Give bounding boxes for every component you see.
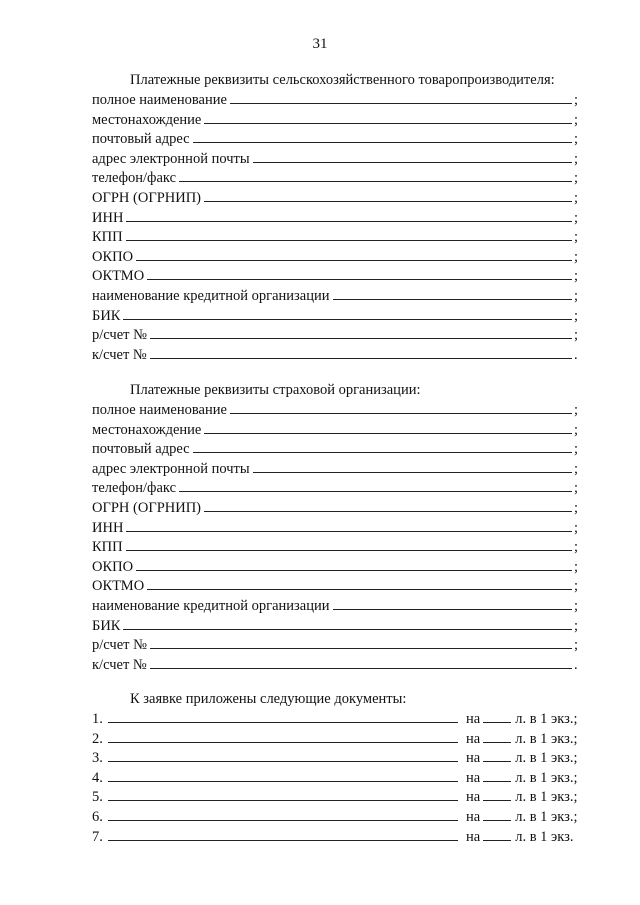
attachment-title-input-line[interactable] xyxy=(108,807,458,821)
producer-field-label: телефон/факс xyxy=(92,170,177,187)
attachment-row xyxy=(92,729,582,749)
producer-field-row xyxy=(92,208,582,228)
insurer-field-input-line[interactable] xyxy=(150,655,572,669)
field-end-punctuation: . xyxy=(574,346,578,363)
producer-requisites-heading: Платежные реквизиты сельскохозяйственного товаропроизводителя: xyxy=(130,72,555,88)
field-end-punctuation: ; xyxy=(574,402,579,418)
field-end-punctuation: ; xyxy=(574,131,579,148)
producer-field-label: ОГРН (ОГРНИП) xyxy=(92,189,202,206)
field-end-punctuation: ; xyxy=(574,189,579,206)
producer-field-row xyxy=(92,129,582,149)
insurer-field-input-line[interactable] xyxy=(147,576,572,590)
producer-field-input-line[interactable] xyxy=(126,227,572,241)
attachment-copies-label: л. в 1 экз.; xyxy=(515,730,578,747)
producer-field-input-line[interactable] xyxy=(126,208,572,222)
field-end-punctuation: ; xyxy=(574,287,579,304)
field-end-punctuation: ; xyxy=(574,539,579,556)
field-end-punctuation: . xyxy=(574,656,578,673)
attachment-pages-input-line[interactable] xyxy=(483,787,511,801)
producer-field-input-line[interactable] xyxy=(150,345,572,359)
producer-field-label: ОКПО xyxy=(92,248,134,265)
attachment-number: 6. xyxy=(92,808,103,825)
producer-field-input-line[interactable] xyxy=(147,266,572,280)
attachment-pages-input-line[interactable] xyxy=(483,709,511,723)
producer-field-row xyxy=(92,90,582,110)
producer-field-input-line[interactable] xyxy=(204,110,572,124)
field-end-punctuation: ; xyxy=(574,421,579,438)
insurer-field-input-line[interactable] xyxy=(253,459,572,473)
insurer-field-input-line[interactable] xyxy=(230,400,572,414)
producer-field-label: к/счет № xyxy=(92,346,147,363)
attachment-number: 3. xyxy=(92,750,103,767)
producer-field-label: ИНН xyxy=(92,209,124,226)
field-end-punctuation: ; xyxy=(574,170,579,187)
producer-field-row xyxy=(92,149,582,169)
attachment-on-label: на xyxy=(466,750,481,767)
insurer-field-label: ОКТМО xyxy=(92,578,145,595)
attachment-number: 1. xyxy=(92,711,103,727)
insurer-field-row xyxy=(92,478,582,498)
producer-field-label: БИК xyxy=(92,307,121,324)
attachment-pages-input-line[interactable] xyxy=(483,807,511,821)
producer-field-label: ОКТМО xyxy=(92,268,145,285)
insurer-field-label: адрес электронной почты xyxy=(92,460,250,477)
field-end-punctuation: ; xyxy=(574,460,579,477)
producer-field-label: полное наименование xyxy=(92,92,227,108)
attachment-on-label: на xyxy=(466,769,481,786)
insurer-field-label: КПП xyxy=(92,539,123,556)
producer-field-row xyxy=(92,306,582,326)
insurer-field-row xyxy=(92,596,582,616)
insurer-field-input-line[interactable] xyxy=(123,616,572,630)
producer-field-input-line[interactable] xyxy=(136,247,572,261)
field-end-punctuation: ; xyxy=(574,268,579,285)
producer-field-row xyxy=(92,345,582,365)
insurer-field-label: р/счет № xyxy=(92,637,147,654)
attachment-title-input-line[interactable] xyxy=(108,827,458,841)
producer-field-label: наименование кредитной организации xyxy=(92,287,330,304)
attachment-on-label: на xyxy=(466,808,481,825)
attachment-copies-label: л. в 1 экз.; xyxy=(515,769,578,786)
insurer-field-row xyxy=(92,616,582,636)
insurer-field-label: полное наименование xyxy=(92,402,227,418)
field-end-punctuation: ; xyxy=(574,111,579,128)
insurer-field-label: телефон/факс xyxy=(92,480,177,497)
attachment-number: 4. xyxy=(92,769,103,786)
producer-field-row xyxy=(92,227,582,247)
field-end-punctuation: ; xyxy=(574,150,579,167)
attachment-title-input-line[interactable] xyxy=(108,748,458,762)
insurer-requisites-section xyxy=(92,381,582,674)
attachment-pages-input-line[interactable] xyxy=(483,768,511,782)
insurer-field-row xyxy=(92,459,582,479)
insurer-field-input-line[interactable] xyxy=(136,557,572,571)
attachment-title-input-line[interactable] xyxy=(108,768,458,782)
producer-field-input-line[interactable] xyxy=(179,168,572,182)
producer-field-label: местонахождение xyxy=(92,111,202,128)
attachment-copies-label: л. в 1 экз.; xyxy=(515,711,578,727)
field-end-punctuation: ; xyxy=(574,209,579,226)
attachment-number: 5. xyxy=(92,789,103,806)
field-end-punctuation: ; xyxy=(574,637,579,654)
producer-field-label: адрес электронной почты xyxy=(92,150,250,167)
attachment-number: 7. xyxy=(92,828,103,845)
attachment-pages-input-line[interactable] xyxy=(483,748,511,762)
insurer-field-label: ИНН xyxy=(92,519,124,536)
producer-field-row xyxy=(92,247,582,267)
attachment-number: 2. xyxy=(92,730,103,747)
insurer-field-label: наименование кредитной организации xyxy=(92,597,330,614)
insurer-field-row xyxy=(92,518,582,538)
field-end-punctuation: ; xyxy=(574,327,579,344)
producer-field-label: р/счет № xyxy=(92,327,147,344)
attachment-title-input-line[interactable] xyxy=(108,787,458,801)
insurer-field-row xyxy=(92,557,582,577)
field-end-punctuation: ; xyxy=(574,92,579,108)
attachment-copies-label: л. в 1 экз. xyxy=(515,828,574,845)
insurer-field-input-line[interactable] xyxy=(193,439,572,453)
insurer-field-row xyxy=(92,420,582,440)
producer-field-row xyxy=(92,325,582,345)
field-end-punctuation: ; xyxy=(574,229,579,246)
attachment-row xyxy=(92,807,582,827)
insurer-requisites-heading: Платежные реквизиты страховой организации: xyxy=(130,382,421,398)
insurer-field-row xyxy=(92,498,582,518)
attachments-list xyxy=(92,709,582,846)
producer-field-input-line[interactable] xyxy=(204,188,572,202)
attachment-title-input-line[interactable] xyxy=(108,729,458,743)
producer-field-row xyxy=(92,168,582,188)
field-end-punctuation: ; xyxy=(574,480,579,497)
page-number: 31 xyxy=(312,36,328,52)
attachment-pages-input-line[interactable] xyxy=(483,827,511,841)
attachment-row xyxy=(92,768,582,788)
producer-field-input-line[interactable] xyxy=(150,325,572,339)
attachment-title-input-line[interactable] xyxy=(108,709,458,723)
attachment-row xyxy=(92,787,582,807)
insurer-field-row xyxy=(92,537,582,557)
producer-field-row xyxy=(92,266,582,286)
insurer-field-input-line[interactable] xyxy=(126,537,572,551)
producer-field-input-line[interactable] xyxy=(333,286,572,300)
insurer-field-label: ОГРН (ОГРНИП) xyxy=(92,499,202,516)
attachment-copies-label: л. в 1 экз.; xyxy=(515,808,578,825)
producer-field-label: КПП xyxy=(92,229,123,246)
insurer-field-label: к/счет № xyxy=(92,656,147,673)
attachment-on-label: на xyxy=(466,711,481,727)
insurer-field-row xyxy=(92,655,582,675)
producer-fields-list xyxy=(92,90,582,364)
attachment-copies-label: л. в 1 экз.; xyxy=(515,789,578,806)
field-end-punctuation: ; xyxy=(574,617,579,634)
insurer-field-input-line[interactable] xyxy=(204,498,572,512)
producer-field-label: почтовый адрес xyxy=(92,131,190,148)
attachment-on-label: на xyxy=(466,730,481,747)
attachment-row xyxy=(92,709,582,729)
insurer-field-row xyxy=(92,635,582,655)
attachment-row xyxy=(92,748,582,768)
insurer-field-label: местонахождение xyxy=(92,421,202,438)
attachment-row xyxy=(92,827,582,847)
attachments-section xyxy=(92,690,582,846)
field-end-punctuation: ; xyxy=(574,499,579,516)
field-end-punctuation: ; xyxy=(574,441,579,458)
field-end-punctuation: ; xyxy=(574,578,579,595)
producer-field-row xyxy=(92,188,582,208)
producer-field-input-line[interactable] xyxy=(193,129,572,143)
insurer-field-label: БИК xyxy=(92,617,121,634)
field-end-punctuation: ; xyxy=(574,519,579,536)
producer-requisites-section xyxy=(92,71,582,364)
insurer-fields-list xyxy=(92,400,582,674)
insurer-field-input-line[interactable] xyxy=(126,518,572,532)
insurer-field-row xyxy=(92,439,582,459)
producer-field-input-line[interactable] xyxy=(253,149,572,163)
attachment-on-label: на xyxy=(466,828,481,845)
producer-field-input-line[interactable] xyxy=(123,306,572,320)
attachment-on-label: на xyxy=(466,789,481,806)
attachment-pages-input-line[interactable] xyxy=(483,729,511,743)
producer-field-input-line[interactable] xyxy=(230,90,572,104)
insurer-field-row xyxy=(92,400,582,420)
insurer-field-input-line[interactable] xyxy=(150,635,572,649)
insurer-field-input-line[interactable] xyxy=(179,478,572,492)
field-end-punctuation: ; xyxy=(574,558,579,575)
insurer-field-row xyxy=(92,576,582,596)
insurer-field-input-line[interactable] xyxy=(204,420,572,434)
field-end-punctuation: ; xyxy=(574,307,579,324)
field-end-punctuation: ; xyxy=(574,248,579,265)
producer-field-row xyxy=(92,110,582,130)
attachment-copies-label: л. в 1 экз.; xyxy=(515,750,578,767)
field-end-punctuation: ; xyxy=(574,597,579,614)
insurer-field-label: почтовый адрес xyxy=(92,441,190,458)
attachments-heading: К заявке приложены следующие документы: xyxy=(130,691,407,707)
insurer-field-input-line[interactable] xyxy=(333,596,572,610)
producer-field-row xyxy=(92,286,582,306)
insurer-field-label: ОКПО xyxy=(92,558,134,575)
